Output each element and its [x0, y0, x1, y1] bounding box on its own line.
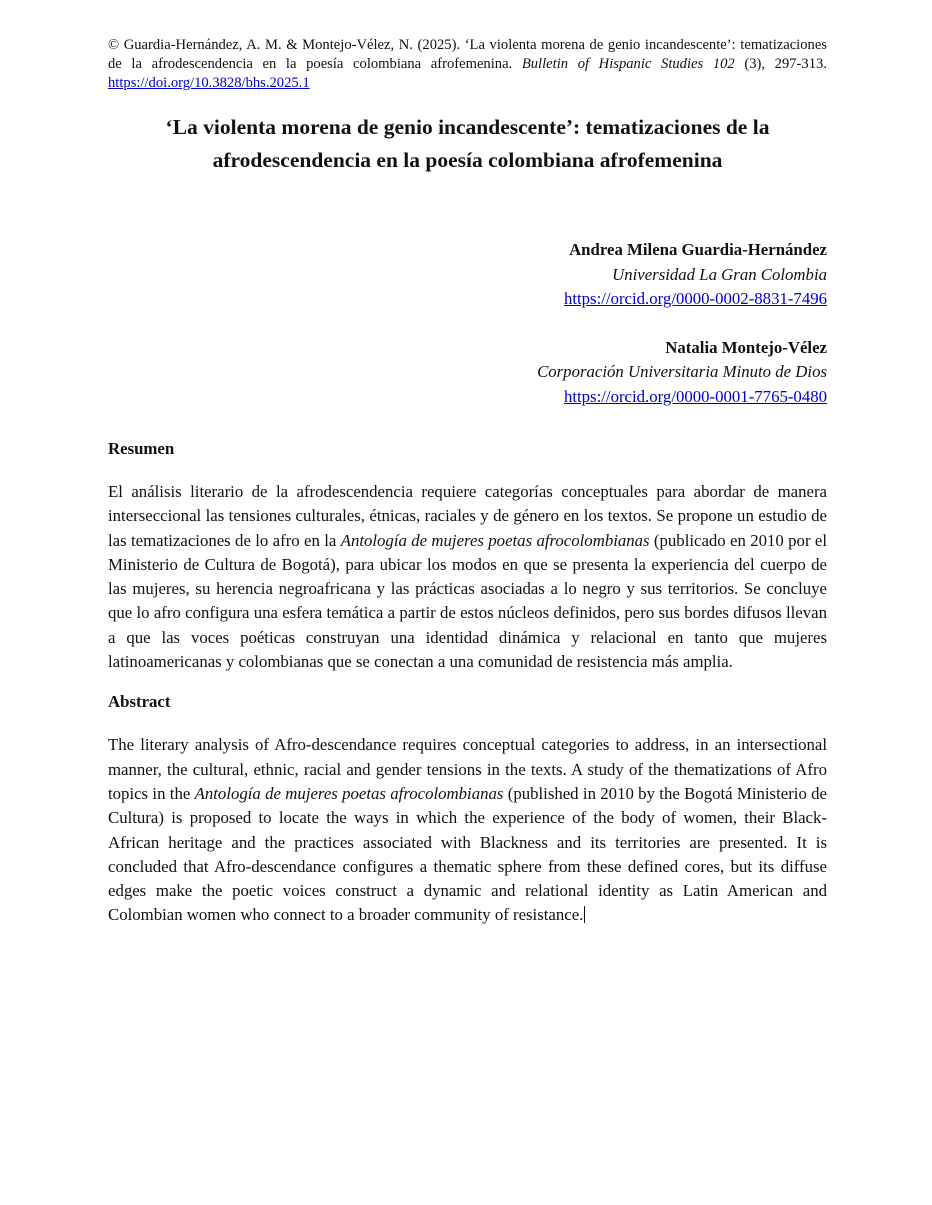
resumen-text-part-2: (publicado en 2010 por el Ministerio de Cultura de Bogotá), para ubicar los modos en que se presenta la experiencia del cuerpo de las mujeres, su herencia negroafricana y las prácticas asociadas a lo negro y sus territorios. Se concluye que lo afro configura una esfera temática a partir de estos núcleos definidos, pero sus bordes difusos llevan a que las voces poéticas construyan una identidad dinámica y relacional en tanto que mujeres latinoamericanas y colombianas que se conectan a una comunidad de resistencia más amplia.	[108, 530, 827, 672]
citation-journal: Bulletin of Hispanic Studies 102	[521, 56, 735, 72]
citation-issue-pages: (3), 297-313.	[734, 56, 827, 72]
abstract-anthology-title: Antología de mujeres poetas afrocolombianas	[194, 783, 504, 803]
author-orcid-link[interactable]: https://orcid.org/0000-0001-7765-0480	[563, 386, 827, 406]
abstract-heading: Abstract	[108, 692, 171, 712]
author-name: Natalia Montejo-Vélez	[665, 337, 827, 357]
resumen-anthology-title: Antología de mujeres poetas afrocolombianas	[340, 530, 650, 550]
citation-block	[108, 36, 827, 93]
author-name: Andrea Milena Guardia-Hernández	[569, 240, 827, 259]
paper-title	[108, 111, 827, 177]
citation-doi-link[interactable]: https://doi.org/10.3828/bhs.2025.1	[108, 75, 310, 91]
text-cursor	[584, 906, 585, 923]
paper-title-line-1: ‘La violenta morena de genio incandescente’: tematizaciones de la	[165, 115, 770, 139]
author-affiliation: Universidad La Gran Colombia	[612, 264, 827, 284]
resumen-paragraph	[108, 480, 827, 674]
abstract-text-part-1: The literary analysis of Afro-descendance requires conceptual categories to address, in an intersectional manner, the cultural, ethnic, racial and gender tensions in the texts. A study of the thematizations of Afro topics in the	[108, 735, 827, 803]
author-block	[108, 238, 827, 312]
resumen-heading: Resumen	[108, 439, 175, 458]
author-orcid-link[interactable]: https://orcid.org/0000-0002-8831-7496	[563, 289, 827, 308]
author-block	[108, 336, 827, 410]
paper-title-line-2: afrodescendencia en la poesía colombiana afrofemenina	[212, 148, 723, 172]
author-list	[108, 238, 827, 409]
citation-text: © Guardia-Hernández, A. M. & Montejo-Vélez, N. (2025). ‘La violenta morena de genio incandescente’: tematizaciones de la afrodescendencia en la poesía colombiana afrofemenina.	[108, 37, 827, 72]
abstract-text-part-2: (published in 2010 by the Bogotá Ministerio de Cultura) is proposed to locate the ways in which the experience of the body of women, their Black- African heritage and the practices associated with Blackness and its territories are presented. It is concluded that Afro-descendance configures a thematic sphere from these defined cores, but its diffuse edges make the poetic voices construct a dynamic and relational identity as Latin American and Colombian women who connect to a broader community of resistance.	[108, 783, 827, 925]
resumen-text-part-1: El análisis literario de la afrodescendencia requiere categorías conceptuales para abordar de manera interseccional las tensiones culturales, étnicas, raciales y de género en los textos. Se propone un estudio de las tematizaciones de lo afro en la	[108, 482, 827, 550]
document-page	[108, 36, 827, 928]
author-affiliation: Corporación Universitaria Minuto de Dios	[537, 362, 827, 381]
abstract-paragraph[interactable]	[108, 733, 827, 927]
